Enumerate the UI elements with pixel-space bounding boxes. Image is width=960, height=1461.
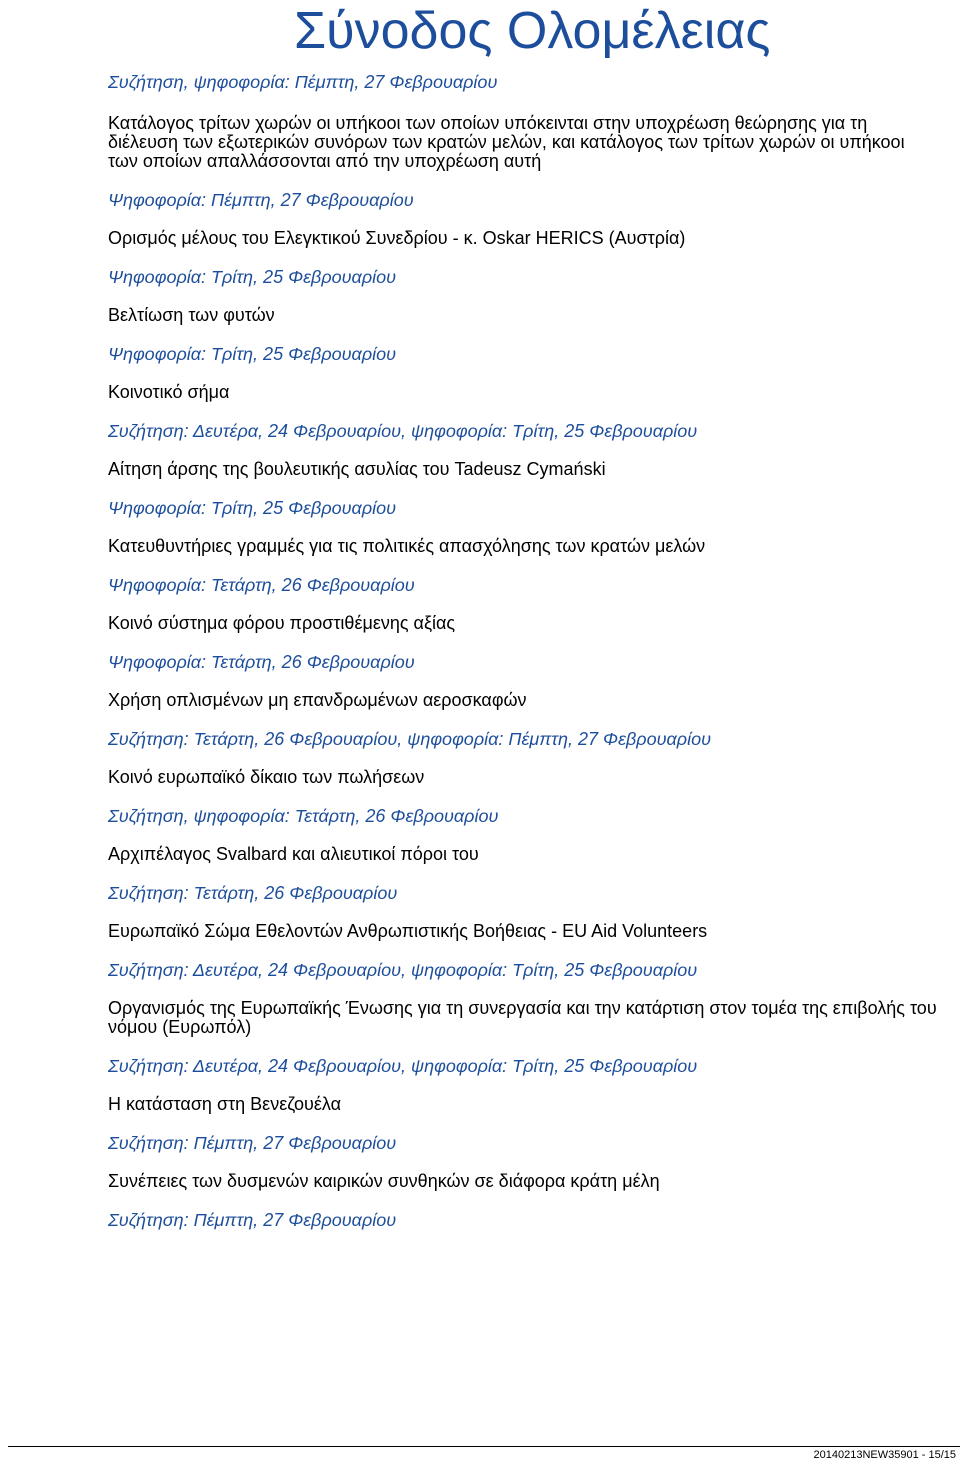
agenda-item-title: Ευρωπαϊκό Σώμα Εθελοντών Ανθρωπιστικής Βοήθειας - EU Aid Volunteers [108, 921, 708, 941]
agenda-item [108, 114, 938, 210]
agenda-item-vote: Συζήτηση: Δευτέρα, 24 Φεβρουαρίου, ψηφοφορία: Τρίτη, 25 Φεβρουαρίου [108, 1056, 698, 1076]
agenda-item-vote: Ψηφοφορία: Τετάρτη, 26 Φεβρουαρίου [108, 575, 415, 595]
agenda-item [108, 768, 938, 826]
agenda-item-title: Κατάλογος τρίτων χωρών οι υπήκοοι των οποίων υπόκεινται στην υποχρέωση θεώρησης για τη διέλευση των εξωτερικών συνόρων των κρατών μελών, και κατάλογος των τρίτων χωρών οι υπήκοοι των οποίων απαλλάσσονται από την υποχρέωση αυτή [108, 113, 905, 171]
agenda-item-vote: Ψηφοφορία: Τρίτη, 25 Φεβρουαρίου [108, 267, 397, 287]
agenda-item-title: Χρήση οπλισμένων μη επανδρωμένων αεροσκαφών [108, 690, 527, 710]
agenda-item-title: Αίτηση άρσης της βουλευτικής ασυλίας του Tadeusz Cymański [108, 459, 606, 479]
agenda-item-vote: Ψηφοφορία: Πέμπτη, 27 Φεβρουαρίου [108, 190, 414, 210]
agenda-item-vote: Ψηφοφορία: Τετάρτη, 26 Φεβρουαρίου [108, 652, 415, 672]
agenda-item-title: Κατευθυντήριες γραμμές για τις πολιτικές απασχόλησης των κρατών μελών [108, 536, 706, 556]
agenda-item-vote: Συζήτηση: Πέμπτη, 27 Φεβρουαρίου [108, 1133, 397, 1153]
agenda-item-title: Η κατάσταση στη Βενεζουέλα [108, 1094, 341, 1114]
agenda-item-vote: Συζήτηση: Τετάρτη, 26 Φεβρουαρίου, ψηφοφορία: Πέμπτη, 27 Φεβρουαρίου [108, 729, 711, 749]
agenda-item [108, 537, 938, 595]
agenda-item-title: Συνέπειες των δυσμενών καιρικών συνθηκών σε διάφορα κράτη μέλη [108, 1171, 660, 1191]
agenda-item-title: Βελτίωση των φυτών [108, 305, 275, 325]
agenda-item [108, 845, 938, 903]
agenda-item [108, 1172, 938, 1230]
footer-divider [8, 1446, 960, 1447]
agenda-item [108, 460, 938, 518]
agenda-item-title: Κοινοτικό σήμα [108, 382, 230, 402]
agenda-item-vote: Συζήτηση: Δευτέρα, 24 Φεβρουαρίου, ψηφοφορία: Τρίτη, 25 Φεβρουαρίου [108, 960, 698, 980]
lead-vote-info: Συζήτηση, ψηφοφορία: Πέμπτη, 27 Φεβρουαρίου [108, 72, 498, 92]
agenda-item-vote: Συζήτηση: Πέμπτη, 27 Φεβρουαρίου [108, 1210, 397, 1230]
footer-document-code: 20140213NEW35901 - 15/15 [813, 1449, 956, 1461]
agenda-item [108, 1095, 938, 1153]
page-title: Σύνοδος Ολομέλειας [294, 2, 771, 60]
agenda-item-title: Αρχιπέλαγος Svalbard και αλιευτικοί πόροι του [108, 844, 479, 864]
agenda-list [108, 114, 938, 1249]
agenda-item-vote: Συζήτηση: Δευτέρα, 24 Φεβρουαρίου, ψηφοφορία: Τρίτη, 25 Φεβρουαρίου [108, 421, 698, 441]
agenda-item [108, 383, 938, 441]
agenda-item [108, 229, 938, 287]
agenda-item-title: Ορισμός μέλους του Ελεγκτικού Συνεδρίου - κ. Oskar HERICS (Αυστρία) [108, 228, 686, 248]
agenda-item-vote: Ψηφοφορία: Τρίτη, 25 Φεβρουαρίου [108, 498, 397, 518]
agenda-item-vote: Ψηφοφορία: Τρίτη, 25 Φεβρουαρίου [108, 344, 397, 364]
agenda-item [108, 922, 938, 980]
agenda-item [108, 614, 938, 672]
agenda-item-title: Κοινό σύστημα φόρου προστιθέμενης αξίας [108, 613, 456, 633]
agenda-item [108, 306, 938, 364]
agenda-item-title: Οργανισμός της Ευρωπαϊκής Ένωσης για τη συνεργασία και την κατάρτιση στον τομέα της επιβολής του νόμου (Ευρωπόλ) [108, 998, 937, 1037]
agenda-item-title: Κοινό ευρωπαϊκό δίκαιο των πωλήσεων [108, 767, 425, 787]
agenda-item [108, 691, 938, 749]
agenda-item-vote: Συζήτηση, ψηφοφορία: Τετάρτη, 26 Φεβρουαρίου [108, 806, 499, 826]
agenda-item [108, 999, 938, 1076]
agenda-item-vote: Συζήτηση: Τετάρτη, 26 Φεβρουαρίου [108, 883, 398, 903]
